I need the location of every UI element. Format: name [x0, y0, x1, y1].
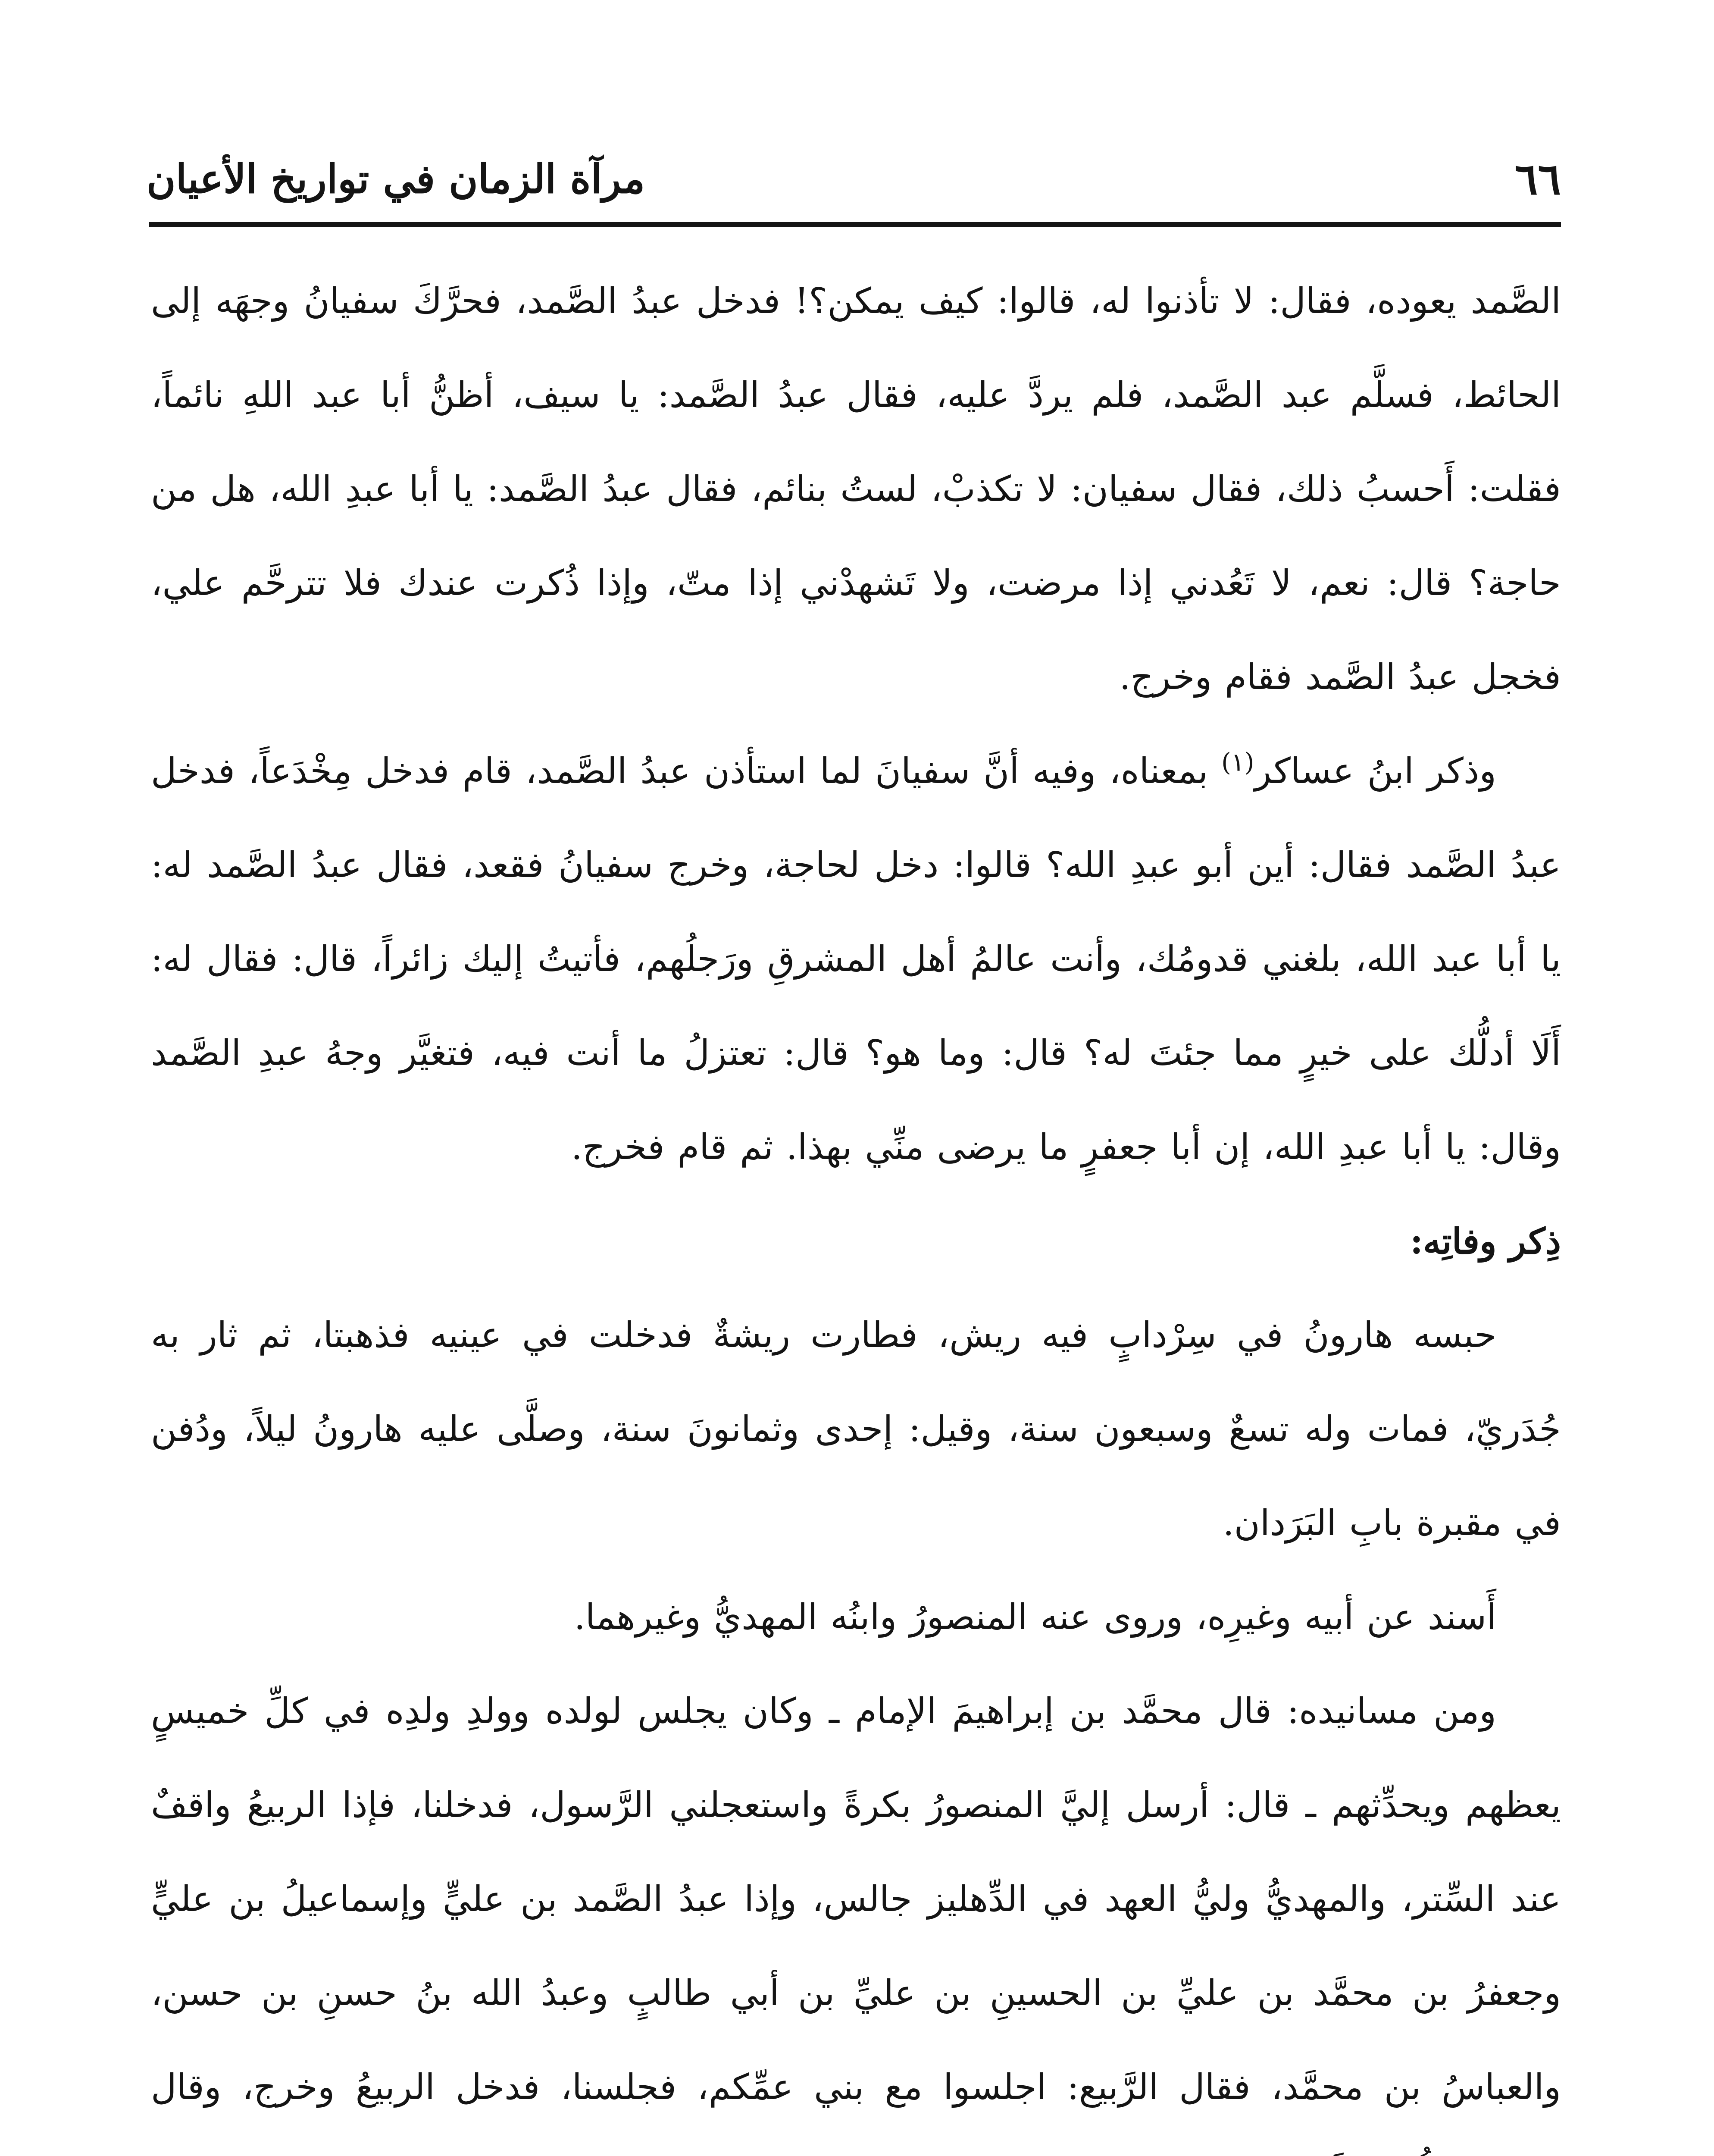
main-text	[151, 254, 1561, 2156]
paragraph-2-lead: وذكر ابنُ عساكر	[1254, 751, 1496, 792]
header-rule	[149, 222, 1561, 227]
paragraph-4: أَسند عن أبيه وغيرِه، وروى عنه المنصورُ وابنُه المهديُّ وغيرهما.	[574, 1597, 1496, 1638]
paragraph-1: الصَّمد يعوده، فقال: لا تأذنوا له، قالوا: كيف يمكن؟! فدخل عبدُ الصَّمد، فحرَّكَ سفيانُ وجهَه إلى الحائط، فسلَّم عبد الصَّمد، فلم يردَّ عليه، فقال عبدُ الصَّمد: يا سيف، أظنُّ أبا عبد اللهِ نائماً، فقلت: أَحسبُ ذلك، فقال سفيان: لا تكذبْ، لستُ بنائم، فقال عبدُ الصَّمد: يا أبا عبدِ الله، هل من حاجة؟ قال: نعم، لا تَعُدني إذا مرضت، ولا تَشهدْني إذا متّ، وإذا ذُكرت عندك فلا تترحَّم علي، فخجل عبدُ الصَّمد فقام وخرج.	[151, 281, 1561, 698]
page-header	[147, 147, 1561, 216]
running-title: مرآة الزمان في تواريخ الأعيان	[147, 156, 645, 202]
paragraph-2	[151, 724, 1561, 1194]
paragraph-2-text: بمعناه، وفيه أنَّ سفيانَ لما استأذن عبدُ الصَّمد، قام فدخل مِخْدَعاً، فدخل عبدُ الصَّمد فقال: أين أبو عبدِ الله؟ قالوا: دخل لحاجة، وخرج سفيانُ فقعد، فقال عبدُ الصَّمد له: يا أبا عبد الله، بلغني قدومُك، وأنت عالمُ أهل المشرقِ ورَجلُهم، فأتيتُ إليك زائراً، قال: فقال له: أَلَا أدلُّك على خيرٍ مما جئتَ له؟ قال: وما هو؟ قال: تعتزلُ ما أنت فيه، فتغيَّر وجهُ عبدِ الصَّمد وقال: يا أبا عبدِ الله، إن أبا جعفرٍ ما يرضى منِّي بهذا. ثم قام فخرج.	[151, 751, 1561, 1168]
paragraph-5: ومن مسانيده: قال محمَّد بن إبراهيمَ الإمام ـ وكان يجلس لولده وولدِ ولدِه في كلِّ خميسٍ يعظهم ويحدِّثهم ـ قال: أرسل إليَّ المنصورُ بكرةً واستعجلني الرَّسول، فدخلنا، فإذا الربيعُ واقفٌ عند السِّتر، والمهديُّ وليُّ العهد في الدِّهليز جالس، وإذا عبدُ الصَّمد بن عليٍّ وإسماعيلُ بن عليٍّ وجعفرُ بن محمَّد بن عليِّ بن الحسينِ بن عليِّ بن أبي طالبٍ وعبدُ الله بنُ حسنِ بن حسن، والعباسُ بن محمَّد، فقال الرَّبيع: اجلسوا مع بني عمِّكم، فجلسنا، فدخل الربيعُ وخرج، وقال	[151, 1691, 1561, 2108]
footnote-reference: (١)	[1221, 747, 1254, 777]
paragraph-3: حبسه هارونُ في سِرْدابٍ فيه ريش، فطارت ريشةٌ فدخلت في عينيه فذهبتا، ثم ثار به جُدَريّ، فمات وله تسعٌ وسبعون سنة، وقيل: إحدى وثمانونَ سنة، وصلَّى عليه هارونُ ليلاً، ودُفن في مقبرة بابِ البَرَدان.	[151, 1315, 1561, 1544]
page-number: ٦٦	[1514, 154, 1561, 204]
section-heading: ذِكر وفاتِه:	[1410, 1221, 1561, 1262]
